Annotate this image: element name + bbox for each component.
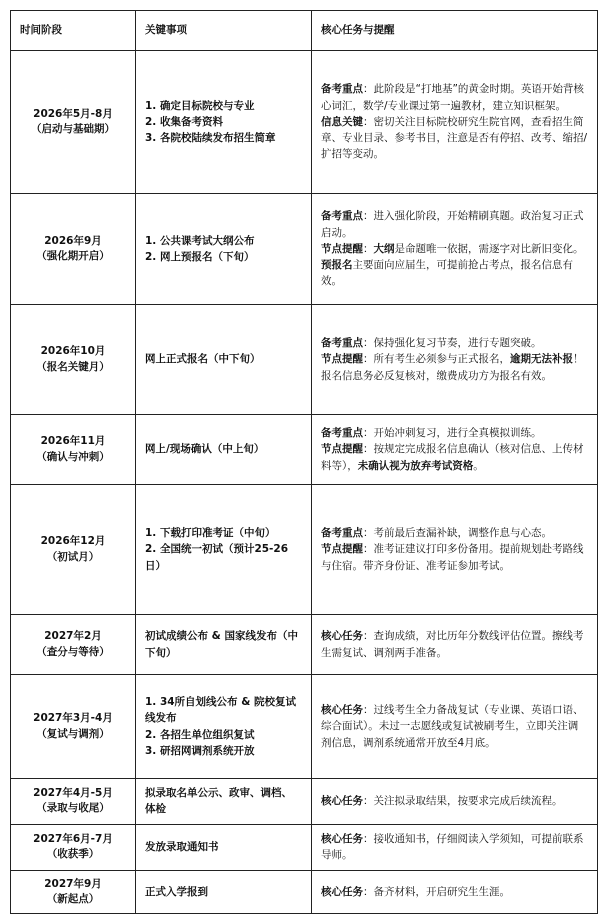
period-cell: [11, 51, 136, 194]
note-text: ：查询成绩，对比历年分数线评估位置。擦线考生需复试、调剂两手准备。: [321, 630, 584, 659]
key-item: 2. 全国统一初试（预计25-26日）: [145, 543, 289, 572]
note-label: 核心任务: [321, 704, 363, 717]
period-date: 2026年9月: [44, 234, 102, 247]
note-label: 备考重点: [321, 337, 363, 350]
task-note: [321, 441, 588, 474]
period-date: 2027年3月-4月: [33, 712, 113, 725]
note-text: ：考前最后查漏补缺，调整作息与心态。: [363, 527, 552, 540]
period-cell: [11, 675, 136, 779]
timeline-table: [10, 10, 598, 914]
task-notes-cell: [312, 870, 598, 913]
period-cell: [11, 415, 136, 485]
key-items-cell: [136, 415, 312, 485]
period-cell: [11, 824, 136, 870]
task-note: [321, 425, 588, 441]
note-label: 节点提醒: [321, 443, 363, 456]
table-row: [11, 485, 598, 615]
note-label: 核心任务: [321, 885, 363, 898]
period-date: 2026年5月-8月: [33, 107, 113, 120]
table-row: [11, 51, 598, 194]
period-cell: [11, 779, 136, 825]
task-note: [321, 831, 588, 864]
table-row: [11, 415, 598, 485]
table-row: [11, 305, 598, 415]
task-notes-cell: [312, 675, 598, 779]
key-item: 初试成绩公布 & 国家线发布（中下旬）: [145, 630, 298, 659]
note-text: ：过线考生全力备战复试（专业课、英语口语、综合面试）。未过一志愿线或复试被刷考生，立即关注调剂信息，调剂系统通常开放至4月底。: [321, 704, 584, 749]
header-period: 时间阶段: [11, 11, 136, 51]
period-phase: （启动与基础期）: [31, 123, 115, 135]
note-emphasis: 逾期无法补报: [510, 353, 573, 366]
note-label: 备考重点: [321, 527, 363, 540]
note-label: 备考重点: [321, 427, 363, 440]
note-text: ：准考证建议打印多份备用。提前规划赴考路线与住宿。带齐身份证、准考证参加考试。: [321, 543, 584, 572]
note-text: ：接收通知书，仔细阅读入学须知，可提前联系导师。: [321, 832, 584, 862]
period-date: 2027年6月-7月: [33, 832, 113, 845]
key-item: 发放录取通知书: [145, 840, 219, 853]
note-text: ：此阶段是“打地基”的黄金时期。英语开始背核心词汇，数学/专业课过第一遍教材，建立知识框架。: [321, 83, 584, 112]
period-phase: （录取与收尾）: [36, 802, 110, 815]
period-date: 2027年4月-5月: [33, 787, 113, 800]
note-text: 主要面向应届生，可提前抢占考点，报名信息有效。: [321, 259, 573, 288]
note-text: 。: [473, 459, 484, 472]
key-item: 正式入学报到: [145, 885, 208, 898]
note-text: ：备齐材料，开启研究生生涯。: [363, 885, 510, 898]
note-emphasis: 大纲: [373, 242, 395, 255]
period-phase: （新起点）: [46, 892, 100, 905]
task-note: [321, 208, 588, 241]
table-row: [11, 194, 598, 305]
key-items-cell: [136, 615, 312, 675]
task-notes-cell: [312, 824, 598, 870]
note-emphasis: 未确认视为放弃考试资格: [357, 459, 474, 472]
task-note: [321, 793, 588, 809]
table-row: [11, 824, 598, 870]
note-text: ：密切关注目标院校研究生院官网，查看招生简章、专业目录、参考书目，注意是否有停招、改考、缩招/扩招等变动。: [321, 115, 588, 161]
period-date: 2026年12月: [40, 535, 106, 548]
period-phase: （复试与调剂）: [36, 727, 110, 740]
task-note: [321, 541, 588, 574]
task-note: [321, 81, 588, 114]
note-emphasis: 预报名: [321, 259, 353, 272]
table-row: [11, 615, 598, 675]
period-phase: （强化期开启）: [36, 250, 110, 262]
note-text: ：按规定完成报名信息确认（核对信息、上传材料等），: [321, 443, 584, 472]
key-items-cell: [136, 824, 312, 870]
task-notes-cell: [312, 51, 598, 194]
note-label: 节点提醒: [321, 242, 363, 255]
task-notes-cell: [312, 485, 598, 615]
key-item: 网上正式报名（中下旬）: [145, 353, 261, 366]
task-note: [321, 884, 588, 900]
period-cell: [11, 485, 136, 615]
period-cell: [11, 870, 136, 913]
note-text: ：所有考生必须参与正式报名，: [363, 353, 510, 366]
note-text: ：开始冲刺复习，进行全真模拟训练。: [363, 427, 542, 440]
period-cell: [11, 194, 136, 305]
note-label: 备考重点: [321, 210, 363, 223]
key-item: 2. 网上预报名（下旬）: [145, 251, 255, 263]
note-text: ！报名信息务必反复核对，缴费成功方为报名有效。: [321, 353, 584, 382]
note-label: 节点提醒: [321, 543, 363, 556]
task-note: [321, 525, 588, 541]
task-note: [321, 351, 588, 384]
key-item: 1. 确定目标院校与专业: [145, 99, 255, 112]
table-row: [11, 779, 598, 825]
note-text: ：关注拟录取结果，按要求完成后续流程。: [363, 795, 563, 808]
key-item: 1. 公共课考试大纲公布: [145, 234, 255, 247]
period-phase: （查分与等待）: [36, 645, 110, 658]
task-note: [321, 335, 588, 351]
note-label: 核心任务: [321, 795, 363, 808]
note-text: 是命题唯一依据，需逐字对比新旧变化。: [394, 242, 584, 255]
key-items-cell: [136, 870, 312, 913]
note-text: ：保持强化复习节奏，进行专题突破。: [363, 337, 542, 350]
task-notes-cell: [312, 194, 598, 305]
task-notes-cell: [312, 305, 598, 415]
period-date: 2026年11月: [40, 435, 106, 448]
note-label: 备考重点: [321, 83, 363, 96]
key-item: 3. 各院校陆续发布招生简章: [145, 132, 276, 145]
key-items-cell: [136, 194, 312, 305]
task-note: [321, 114, 588, 163]
table-row: [11, 675, 598, 779]
note-label: 核心任务: [321, 630, 363, 643]
key-items-cell: [136, 305, 312, 415]
task-note: [321, 241, 588, 290]
task-note: [321, 702, 588, 751]
note-label: 核心任务: [321, 832, 363, 845]
key-item: 1. 下载打印准考证（中旬）: [145, 527, 276, 540]
period-date: 2026年10月: [40, 345, 106, 358]
key-item: 拟录取名单公示、政审、调档、体检: [145, 787, 292, 816]
period-phase: （报名关键月）: [36, 360, 110, 373]
table-row: [11, 870, 598, 913]
key-item: 2. 各招生单位组织复试: [145, 728, 255, 741]
header-items: 关键事项: [136, 11, 312, 51]
note-text: ：进入强化阶段，开始精刷真题。政治复习正式启动。: [321, 210, 584, 239]
period-date: 2027年2月: [44, 630, 102, 643]
note-label: 节点提醒: [321, 353, 363, 366]
period-cell: [11, 615, 136, 675]
header-notes: 核心任务与提醒: [312, 11, 598, 51]
task-note: [321, 628, 588, 661]
task-notes-cell: [312, 615, 598, 675]
key-item: 2. 收集备考资料: [145, 115, 223, 128]
period-date: 2027年9月: [44, 877, 102, 890]
task-notes-cell: [312, 415, 598, 485]
note-label: 信息关键: [321, 115, 363, 128]
key-item: 网上/现场确认（中上旬）: [145, 443, 265, 456]
period-phase: （确认与冲刺）: [36, 450, 110, 463]
key-item: 1. 34所自划线公布 & 院校复试线发布: [145, 695, 297, 725]
key-item: 3. 研招网调剂系统开放: [145, 744, 255, 757]
note-text: ：: [363, 242, 374, 255]
period-cell: [11, 305, 136, 415]
period-phase: （收获季）: [46, 848, 100, 861]
table-header-row: [11, 11, 598, 51]
task-notes-cell: [312, 779, 598, 825]
key-items-cell: [136, 485, 312, 615]
key-items-cell: [136, 779, 312, 825]
period-phase: （初试月）: [46, 550, 100, 563]
key-items-cell: [136, 51, 312, 194]
key-items-cell: [136, 675, 312, 779]
